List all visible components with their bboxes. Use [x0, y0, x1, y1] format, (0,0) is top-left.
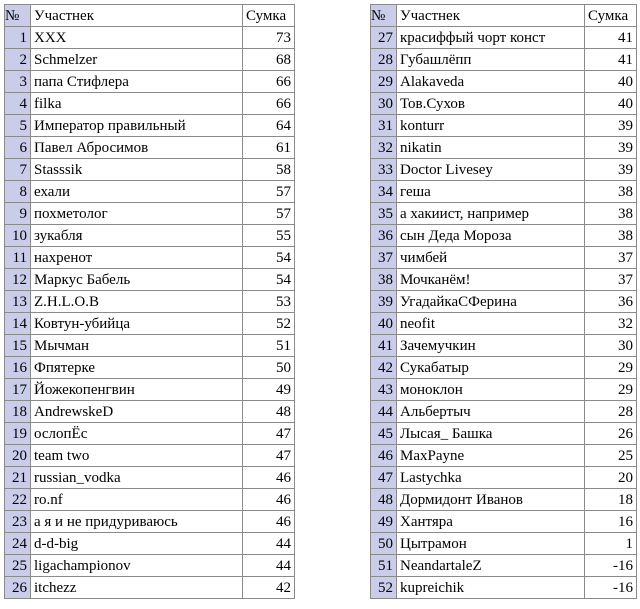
rank-cell: 19	[5, 423, 31, 445]
score-cell: 26	[585, 423, 637, 445]
participant-name: Schmelzer	[31, 49, 243, 71]
rank-cell: 28	[371, 49, 397, 71]
table-row	[5, 159, 295, 181]
table-row	[371, 225, 637, 247]
table-row	[371, 401, 637, 423]
table-row	[5, 181, 295, 203]
rank-cell: 2	[5, 49, 31, 71]
rank-cell: 10	[5, 225, 31, 247]
participant-name: Z.H.L.O.B	[31, 291, 243, 313]
score-cell: 46	[243, 467, 295, 489]
rank-cell: 37	[371, 247, 397, 269]
participant-name: УгадайкаСФерина	[397, 291, 585, 313]
table-row	[5, 137, 295, 159]
participant-name: Император правильный	[31, 115, 243, 137]
table-row	[5, 379, 295, 401]
score-cell: 57	[243, 203, 295, 225]
score-cell: 29	[585, 357, 637, 379]
table-row	[5, 577, 295, 599]
rank-cell: 17	[5, 379, 31, 401]
rank-cell: 14	[5, 313, 31, 335]
table-row	[371, 555, 637, 577]
score-cell: 37	[585, 247, 637, 269]
score-cell: 50	[243, 357, 295, 379]
rank-cell: 34	[371, 181, 397, 203]
participant-name: ligachampionov	[31, 555, 243, 577]
table-row	[5, 533, 295, 555]
score-cell: 39	[585, 137, 637, 159]
score-cell: 20	[585, 467, 637, 489]
table-row	[371, 445, 637, 467]
rank-cell: 15	[5, 335, 31, 357]
participant-name: Дормидонт Иванов	[397, 489, 585, 511]
participant-name: а я и не придуриваюсь	[31, 511, 243, 533]
rank-cell: 32	[371, 137, 397, 159]
participant-name: ro.nf	[31, 489, 243, 511]
participant-name: Павел Абросимов	[31, 137, 243, 159]
rank-cell: 3	[5, 71, 31, 93]
rank-cell: 12	[5, 269, 31, 291]
participant-name: konturr	[397, 115, 585, 137]
participant-name: Lastychka	[397, 467, 585, 489]
table-row	[5, 27, 295, 49]
table-row	[5, 269, 295, 291]
table-row	[371, 247, 637, 269]
header-row	[371, 5, 637, 27]
rank-cell: 31	[371, 115, 397, 137]
participant-name: russian_vodka	[31, 467, 243, 489]
score-cell: 47	[243, 445, 295, 467]
participant-name: ослопЁс	[31, 423, 243, 445]
participant-name: зукабля	[31, 225, 243, 247]
score-cell: 41	[585, 27, 637, 49]
participant-name: NeandartaleZ	[397, 555, 585, 577]
participant-name: Альбертыч	[397, 401, 585, 423]
rank-cell: 23	[5, 511, 31, 533]
rank-cell: 36	[371, 225, 397, 247]
rank-cell: 33	[371, 159, 397, 181]
score-cell: 36	[585, 291, 637, 313]
score-cell: 55	[243, 225, 295, 247]
table-row	[5, 93, 295, 115]
score-cell: 38	[585, 225, 637, 247]
participant-name: Мычман	[31, 335, 243, 357]
score-cell: 40	[585, 93, 637, 115]
rank-cell: 46	[371, 445, 397, 467]
participant-name: чимбей	[397, 247, 585, 269]
participant-name: Тов.Сухов	[397, 93, 585, 115]
score-cell: 40	[585, 71, 637, 93]
rank-cell: 29	[371, 71, 397, 93]
score-cell: 58	[243, 159, 295, 181]
table-row	[5, 401, 295, 423]
participant-name: Stasssik	[31, 159, 243, 181]
participant-name: геша	[397, 181, 585, 203]
table-row	[371, 467, 637, 489]
score-cell: -16	[585, 577, 637, 599]
table-row	[371, 115, 637, 137]
rank-cell: 21	[5, 467, 31, 489]
table-row	[5, 423, 295, 445]
rank-cell: 38	[371, 269, 397, 291]
header-participant: Участнек	[31, 5, 243, 27]
score-cell: 32	[585, 313, 637, 335]
participant-name: itchezz	[31, 577, 243, 599]
table-row	[5, 247, 295, 269]
table-row	[5, 445, 295, 467]
participant-name: Doctor Livesey	[397, 159, 585, 181]
score-cell: -16	[585, 555, 637, 577]
score-cell: 39	[585, 115, 637, 137]
score-cell: 30	[585, 335, 637, 357]
score-cell: 66	[243, 93, 295, 115]
participant-name: filka	[31, 93, 243, 115]
score-cell: 42	[243, 577, 295, 599]
rank-cell: 5	[5, 115, 31, 137]
score-cell: 53	[243, 291, 295, 313]
header-num: №	[371, 5, 397, 27]
participant-name: нахренот	[31, 247, 243, 269]
participant-name: nikatin	[397, 137, 585, 159]
participant-name: красиффый чорт конст	[397, 27, 585, 49]
rank-cell: 16	[5, 357, 31, 379]
rank-cell: 1	[5, 27, 31, 49]
table-row	[5, 203, 295, 225]
rank-cell: 45	[371, 423, 397, 445]
participant-name: Alakaveda	[397, 71, 585, 93]
score-cell: 52	[243, 313, 295, 335]
rank-cell: 41	[371, 335, 397, 357]
rank-cell: 44	[371, 401, 397, 423]
participant-name: Хантяра	[397, 511, 585, 533]
score-cell: 38	[585, 203, 637, 225]
rank-cell: 26	[5, 577, 31, 599]
table-row	[5, 357, 295, 379]
score-cell: 57	[243, 181, 295, 203]
rank-cell: 52	[371, 577, 397, 599]
participant-name: MaxPayne	[397, 445, 585, 467]
score-cell: 25	[585, 445, 637, 467]
table-row	[371, 159, 637, 181]
rank-cell: 20	[5, 445, 31, 467]
score-cell: 48	[243, 401, 295, 423]
table-row	[5, 291, 295, 313]
table-row	[371, 533, 637, 555]
rank-cell: 6	[5, 137, 31, 159]
rank-cell: 30	[371, 93, 397, 115]
rank-cell: 51	[371, 555, 397, 577]
header-row	[5, 5, 295, 27]
table-row	[371, 181, 637, 203]
table-row	[371, 313, 637, 335]
participant-name: Мочканём!	[397, 269, 585, 291]
participant-name: Ковтун-убийца	[31, 313, 243, 335]
table-row	[371, 577, 637, 599]
table-row	[371, 511, 637, 533]
table-row	[371, 27, 637, 49]
participant-name: Маркус Бабель	[31, 269, 243, 291]
table-row	[371, 335, 637, 357]
table-row	[371, 357, 637, 379]
table-row	[371, 269, 637, 291]
score-cell: 18	[585, 489, 637, 511]
standings-table-right	[370, 4, 637, 599]
rank-cell: 7	[5, 159, 31, 181]
table-row	[371, 423, 637, 445]
participant-name: а хакиист, например	[397, 203, 585, 225]
header-sum: Сумка	[243, 5, 295, 27]
table-row	[371, 49, 637, 71]
score-cell: 68	[243, 49, 295, 71]
score-cell: 39	[585, 159, 637, 181]
header-participant: Участнек	[397, 5, 585, 27]
rank-cell: 4	[5, 93, 31, 115]
rank-cell: 35	[371, 203, 397, 225]
table-row	[5, 335, 295, 357]
participant-name: kupreichik	[397, 577, 585, 599]
participant-name: XXX	[31, 27, 243, 49]
table-row	[5, 313, 295, 335]
table-row	[5, 49, 295, 71]
score-cell: 61	[243, 137, 295, 159]
table-row	[5, 489, 295, 511]
header-sum: Сумка	[585, 5, 637, 27]
table-row	[5, 467, 295, 489]
participant-name: neofit	[397, 313, 585, 335]
score-cell: 47	[243, 423, 295, 445]
participant-name: Йожекопенгвин	[31, 379, 243, 401]
rank-cell: 11	[5, 247, 31, 269]
rank-cell: 27	[371, 27, 397, 49]
participant-name: AndrewskeD	[31, 401, 243, 423]
rank-cell: 13	[5, 291, 31, 313]
participant-name: ехали	[31, 181, 243, 203]
participant-name: сын Деда Мороза	[397, 225, 585, 247]
rank-cell: 39	[371, 291, 397, 313]
score-cell: 38	[585, 181, 637, 203]
rank-cell: 22	[5, 489, 31, 511]
rank-cell: 40	[371, 313, 397, 335]
table-row	[5, 225, 295, 247]
rank-cell: 24	[5, 533, 31, 555]
score-cell: 46	[243, 489, 295, 511]
score-cell: 1	[585, 533, 637, 555]
score-cell: 29	[585, 379, 637, 401]
table-row	[371, 489, 637, 511]
score-cell: 44	[243, 555, 295, 577]
score-cell: 44	[243, 533, 295, 555]
rank-cell: 47	[371, 467, 397, 489]
participant-name: папа Стифлера	[31, 71, 243, 93]
participant-name: Фпятерке	[31, 357, 243, 379]
rank-cell: 8	[5, 181, 31, 203]
table-row	[371, 203, 637, 225]
score-cell: 37	[585, 269, 637, 291]
score-cell: 46	[243, 511, 295, 533]
score-cell: 41	[585, 49, 637, 71]
score-cell: 28	[585, 401, 637, 423]
rank-cell: 49	[371, 511, 397, 533]
participant-name: похметолог	[31, 203, 243, 225]
standings-table-left	[4, 4, 295, 599]
table-row	[371, 93, 637, 115]
table-row	[5, 511, 295, 533]
score-cell: 66	[243, 71, 295, 93]
participant-name: Лысая_ Башка	[397, 423, 585, 445]
table-row	[371, 137, 637, 159]
rank-cell: 18	[5, 401, 31, 423]
score-cell: 54	[243, 269, 295, 291]
score-cell: 51	[243, 335, 295, 357]
header-num: №	[5, 5, 31, 27]
rank-cell: 42	[371, 357, 397, 379]
rank-cell: 43	[371, 379, 397, 401]
score-cell: 64	[243, 115, 295, 137]
table-row	[371, 71, 637, 93]
table-row	[371, 379, 637, 401]
score-cell: 73	[243, 27, 295, 49]
participant-name: team two	[31, 445, 243, 467]
rank-cell: 25	[5, 555, 31, 577]
score-cell: 16	[585, 511, 637, 533]
table-row	[5, 555, 295, 577]
rank-cell: 48	[371, 489, 397, 511]
participant-name: d-d-big	[31, 533, 243, 555]
table-row	[5, 71, 295, 93]
participant-name: Зачемучкин	[397, 335, 585, 357]
participant-name: Сукабатыр	[397, 357, 585, 379]
table-row	[5, 115, 295, 137]
score-cell: 54	[243, 247, 295, 269]
participant-name: Губашлёпп	[397, 49, 585, 71]
participant-name: Цытрамон	[397, 533, 585, 555]
table-row	[371, 291, 637, 313]
rank-cell: 50	[371, 533, 397, 555]
score-cell: 49	[243, 379, 295, 401]
participant-name: моноклон	[397, 379, 585, 401]
rank-cell: 9	[5, 203, 31, 225]
